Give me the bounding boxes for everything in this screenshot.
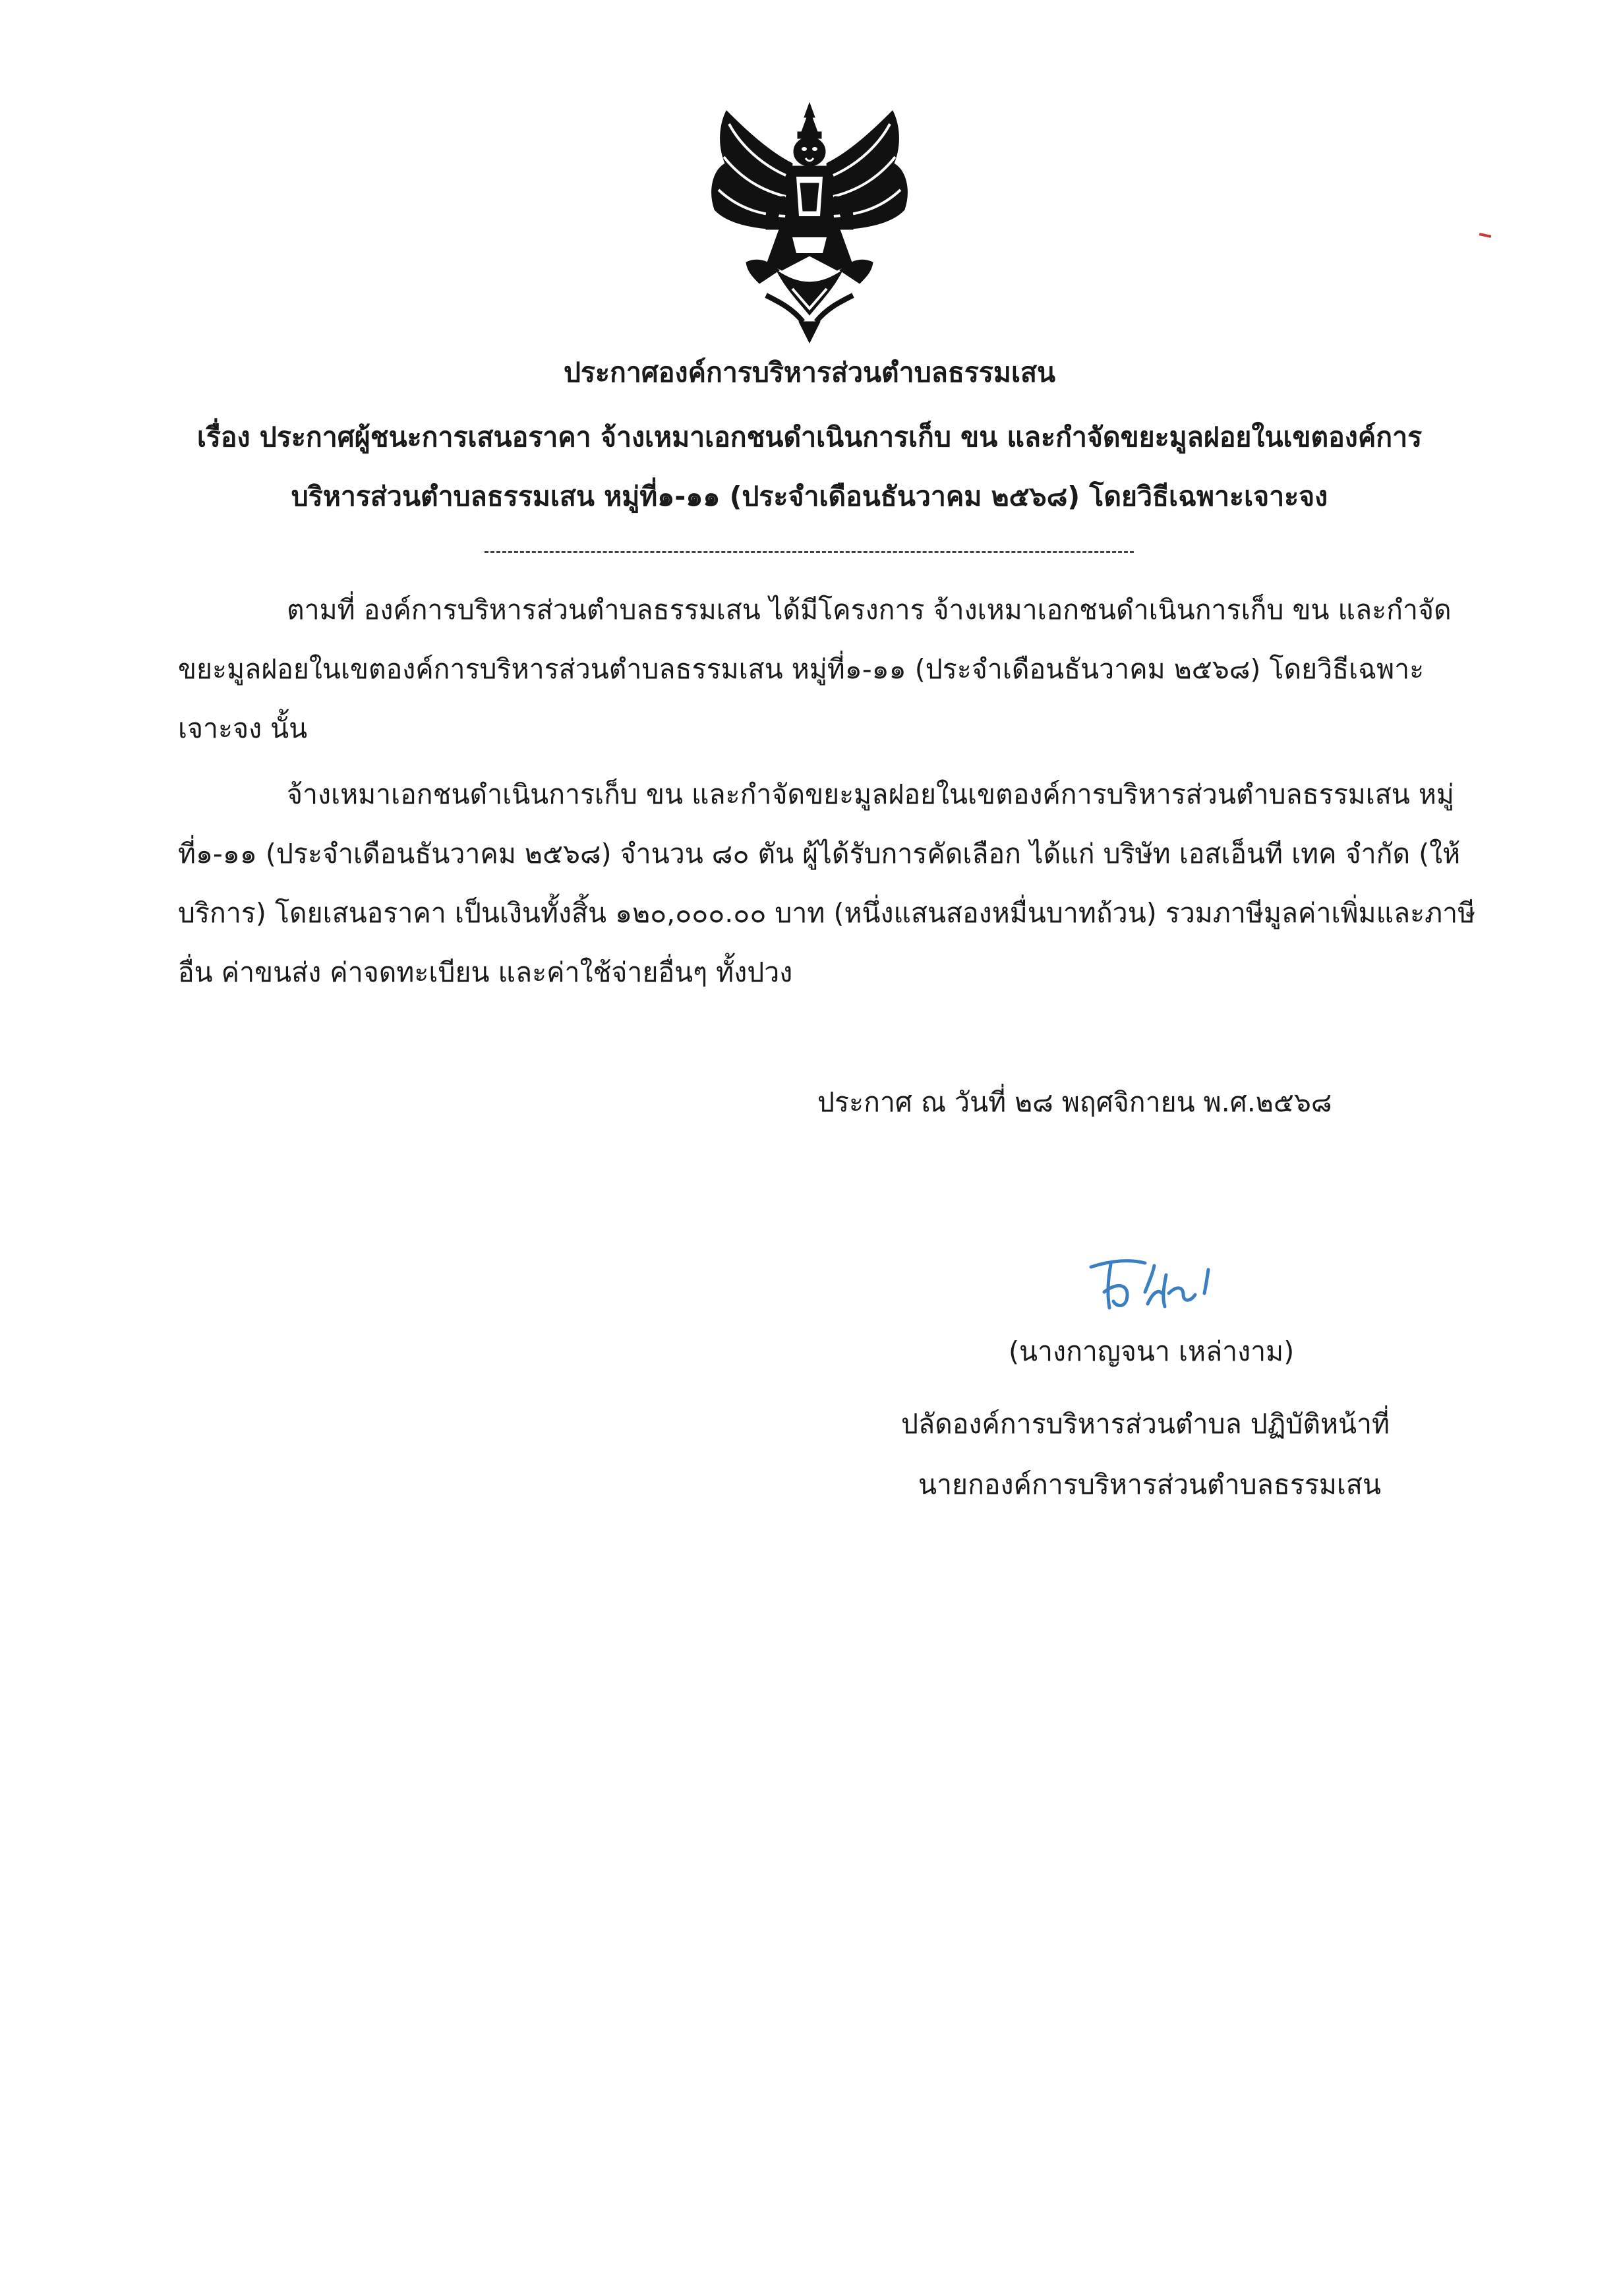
subject-line-1: เรื่อง ประกาศผู้ชนะการเสนอราคา จ้างเหมาเอกชนดำเนินการเก็บ ขน และกำจัดขยะมูลฝอยในเขตองค์การ — [196, 421, 1423, 453]
paragraph-2-line: ที่๑-๑๑ (ประจำเดือนธันวาคม ๒๕๖๘) จำนวน ๘๐ ตัน ผู้ได้รับการคัดเลือก ได้แก่ บริษัท เอสเอ็นที เทค จำกัด (ให้ — [178, 838, 1461, 869]
subject-line-2: บริหารส่วนตำบลธรรมเสน หมู่ที่๑-๑๑ (ประจำเดือนธันวาคม ๒๕๖๘) โดยวิธีเฉพาะเจาะจง — [291, 481, 1328, 512]
announcement-date: ประกาศ ณ วันที่ ๒๘ พฤศจิกายน พ.ศ.๒๕๖๘ — [817, 1086, 1332, 1118]
handwritten-signature — [1084, 1252, 1223, 1312]
paragraph-2-line: อื่น ค่าขนส่ง ค่าจดทะเบียน และค่าใช้จ่ายอื่นๆ ทั้งปวง — [178, 957, 793, 988]
ink-mark — [1479, 233, 1491, 238]
paragraph-1-line: เจาะจง นั้น — [178, 713, 308, 744]
garuda-emblem-icon — [700, 98, 919, 348]
signer-position-line-1: ปลัดองค์การบริหารส่วนตำบล ปฏิบัติหน้าที่ — [901, 1408, 1390, 1440]
paragraph-1-line: ตามที่ องค์การบริหารส่วนตำบลธรรมเสน ได้มีโครงการ จ้างเหมาเอกชนดำเนินการเก็บ ขน และกำจัด — [287, 594, 1452, 626]
dashed-divider — [485, 551, 1134, 553]
paragraph-1-line: ขยะมูลฝอยในเขตองค์การบริหารส่วนตำบลธรรมเสน หมู่ที่๑-๑๑ (ประจำเดือนธันวาคม ๒๕๖๘) โดยวิธีเฉพาะ — [178, 653, 1425, 685]
signer-name: (นางกาญจนา เหล่างาม) — [1009, 1336, 1295, 1367]
page-title: ประกาศองค์การบริหารส่วนตำบลธรรมเสน — [563, 357, 1056, 388]
paragraph-2-line: บริการ) โดยเสนอราคา เป็นเงินทั้งสิ้น ๑๒๐,๐๐๐.๐๐ บาท (หนึ่งแสนสองหมื่นบาทถ้วน) รวมภาษีมูลค่าเพิ่มและภาษี — [178, 897, 1476, 929]
signer-position-line-2: นายกองค์การบริหารส่วนตำบลธรรมเสน — [918, 1469, 1381, 1500]
paragraph-2-line: จ้างเหมาเอกชนดำเนินการเก็บ ขน และกำจัดขยะมูลฝอยในเขตองค์การบริหารส่วนตำบลธรรมเสน หมู่ — [287, 779, 1454, 810]
